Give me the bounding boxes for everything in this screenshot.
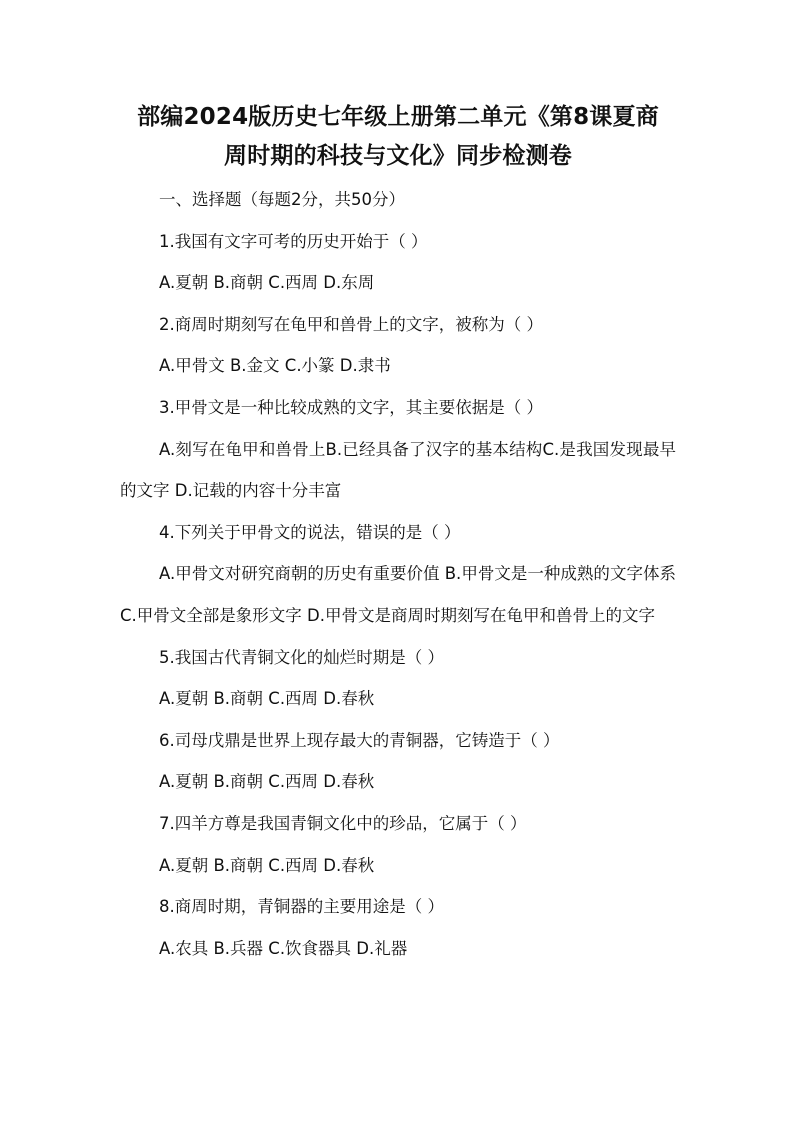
question-2-stem: 2.商周时期刻写在龟甲和兽骨上的文字，被称为（ ） — [159, 314, 543, 334]
question-3-stem: 3.甲骨文是一种比较成熟的文字，其主要依据是（ ） — [159, 397, 543, 417]
question-4-stem: 4.下列关于甲骨文的说法，错误的是（ ） — [159, 522, 461, 542]
question-8-options: A.农具 B.兵器 C.饮食器具 D.礼器 — [159, 938, 408, 958]
question-5-stem: 5.我国古代青铜文化的灿烂时期是（ ） — [159, 647, 444, 667]
question-1-options: A.夏朝 B.商朝 C.西周 D.东周 — [159, 273, 375, 293]
question-7-stem: 7.四羊方尊是我国青铜文化中的珍品，它属于（ ） — [159, 813, 527, 833]
section-heading: 一、选择题（每题2分，共50分） — [159, 190, 405, 209]
title-line-1: 部编2024版历史七年级上册第二单元《第8课夏商 — [137, 104, 659, 130]
question-1-stem: 1.我国有文字可考的历史开始于（ ） — [159, 231, 428, 251]
question-8-stem: 8.商周时期，青铜器的主要用途是（ ） — [159, 897, 444, 917]
document-title — [120, 98, 676, 176]
document-content — [120, 98, 676, 969]
question-6-options: A.夏朝 B.商朝 C.西周 D.春秋 — [159, 772, 375, 792]
question-2-options: A.甲骨文 B.金文 C.小篆 D.隶书 — [159, 356, 391, 376]
question-6-stem: 6.司母戊鼎是世界上现存最大的青铜器，它铸造于（ ） — [159, 730, 560, 750]
title-line-2: 周时期的科技与文化》同步检测卷 — [224, 143, 572, 169]
question-4-options: A.甲骨文对研究商朝的历史有重要价值 B.甲骨文是一种成熟的文字体系 C.甲骨文全部是象形文字 D.甲骨文是商周时期刻写在龟甲和兽骨上的文字 — [120, 564, 676, 625]
question-3-options: A.刻写在龟甲和兽骨上B.已经具备了汉字的基本结构C.是我国发现最早的文字 D.记载的内容十分丰富 — [120, 439, 676, 501]
question-5-options: A.夏朝 B.商朝 C.西周 D.春秋 — [159, 689, 375, 709]
question-7-options: A.夏朝 B.商朝 C.西周 D.春秋 — [159, 855, 375, 875]
